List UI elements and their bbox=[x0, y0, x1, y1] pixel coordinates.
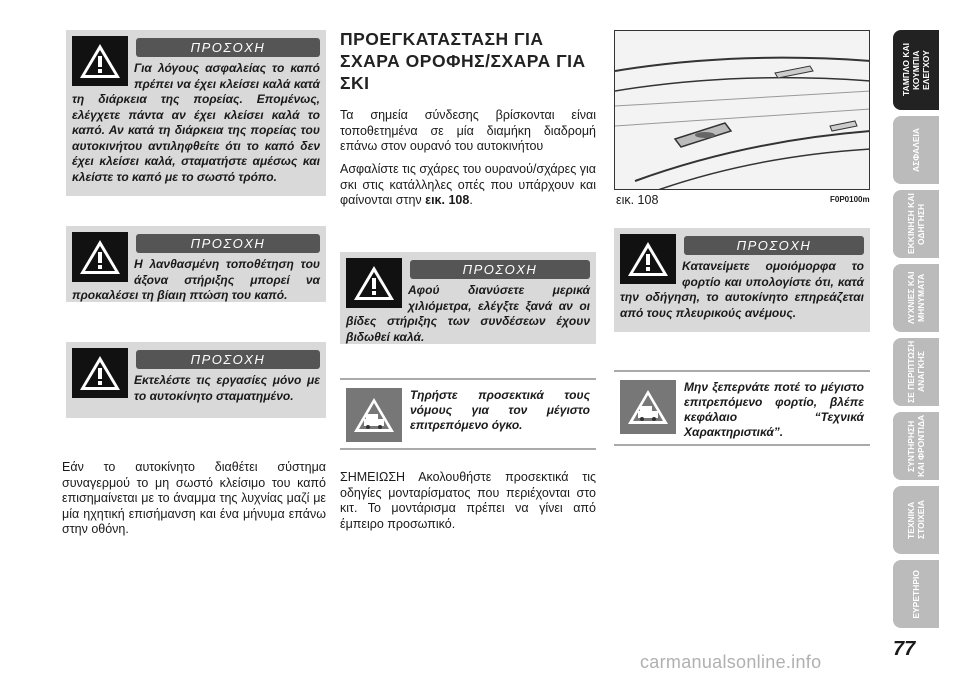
tip-text: Μην ξεπερνάτε ποτέ το μέγιστο επιτρεπόμενο φορτίο, βλέπε κεφάλαιο “Τεχνικά Χαρακτηριστικά”. bbox=[684, 380, 864, 439]
secure-racks-text: Ασφαλίστε τις σχάρες του ουρανού/σχάρες για σκι στις κατάλληλες οπές που υπάρχουν και φαίνονται στην bbox=[340, 162, 596, 207]
tip-box-volume bbox=[340, 378, 596, 450]
watermark: carmanualsonline.info bbox=[640, 652, 822, 672]
tab-maintenance[interactable]: ΣΥΝΤΗΡΗΣΗ ΚΑΙ ΦΡΟΝΤΙΔΑ bbox=[893, 412, 939, 480]
warning-box-bolts bbox=[340, 252, 596, 344]
page-number: 77 bbox=[893, 638, 916, 660]
warning-text: Η λανθασμένη τοποθέτηση του άξονα στήριξης μπορεί να προκαλέσει τη βίαιη πτώση του καπό. bbox=[72, 257, 320, 302]
warning-heading: ΠΡΟΣΟΧΗ bbox=[136, 234, 320, 253]
warning-heading: ΠΡΟΣΟΧΗ bbox=[136, 350, 320, 369]
warning-text: Αφού διανύσετε μερικά χιλιόμετρα, ελέγξτε ξανά αν οι βίδες στήριξης των συνδέσεων έχουν βιδωθεί καλά. bbox=[346, 283, 590, 344]
tip-box-max-load bbox=[614, 370, 870, 446]
tab-warning-lights[interactable]: ΛΥΧΝΙΕΣ ΚΑΙ ΜΗΝΥΜΑΤΑ bbox=[893, 264, 939, 332]
warning-heading: ΠΡΟΣΟΧΗ bbox=[684, 236, 864, 255]
warning-heading: ΠΡΟΣΟΧΗ bbox=[410, 260, 590, 279]
van-load-icon bbox=[620, 380, 676, 434]
alarm-paragraph: Εάν το αυτοκίνητο διαθέτει σύστημα συναγερμού το μη σωστό κλείσιμο του καπό επισημαίνεται με το άναμμα της λυχνίας μαζί με μία ηχητική επισήμανση και ένα μήνυμα επάνω στην οθόνη. bbox=[62, 460, 326, 536]
tab-emergency[interactable]: ΣΕ ΠΕΡΙΠΤΩΣΗ ΑΝΑΓΚΗΣ bbox=[893, 338, 939, 406]
warning-triangle-icon bbox=[346, 258, 402, 308]
warning-triangle-icon bbox=[72, 348, 128, 398]
warning-box-stationary bbox=[66, 342, 326, 418]
warning-box-support-rod bbox=[66, 226, 326, 302]
mount-points-paragraph: Τα σημεία σύνδεσης βρίσκονται είναι τοποθετημένα σε μία διαμήκη διαδρομή επάνω στον ουρανό του αυτοκινήτου bbox=[340, 108, 596, 153]
warning-box-load-distribution bbox=[614, 228, 870, 332]
warning-text: Για λόγους ασφαλείας το καπό πρέπει να έχει κλείσει καλά κατά τη διάρκεια της πορείας. Επομένως, ελέγχετε πάντα αν έχει κλείσει καλά το καπό. Αν κατά τη διάρκεια της πορείας του αυτοκινήτου αντιληφθείτε ότι το καπό δεν έχει κλείσει καλά, σταματήστε αμέσως και κλείστε το καπό με το σωστό τρόπο. bbox=[72, 61, 320, 184]
figure-code: F0P0100m bbox=[830, 195, 870, 204]
warning-text: Κατανείμετε ομοιόμορφα το φορτίο και υπολογίστε ότι, κατά την οδήγηση, το αυτοκίνητο επηρεάζεται από τους πλευρικούς ανέμους. bbox=[620, 259, 864, 320]
tab-safety[interactable]: ΑΣΦΑΛΕΙΑ bbox=[893, 116, 939, 184]
tab-technical-data[interactable]: ΤΕΧΝΙΚΑ ΣΤΟΙΧΕΙΑ bbox=[893, 486, 939, 554]
tip-text: Τηρήστε προσεκτικά τους νόμους για τον μέγιστο επιτρεπόμενο όγκο. bbox=[410, 388, 590, 432]
figure-caption: εικ. 108 bbox=[616, 193, 659, 207]
figure-reference[interactable]: εικ. 108 bbox=[425, 193, 470, 207]
warning-box-hood-closure bbox=[66, 30, 326, 196]
roof-illustration bbox=[614, 30, 870, 190]
tab-starting-driving[interactable]: ΕΚΚΙΝΗΣΗ ΚΑΙ ΟΔΗΓΗΣΗ bbox=[893, 190, 939, 258]
section-title: ΠΡΟΕΓΚΑΤΑΣΤΑΣΗ ΓΙΑ ΣΧΑΡΑ ΟΡΟΦΗΣ/ΣΧΑΡΑ ΓΙΑ ΣΚΙ bbox=[340, 29, 586, 93]
warning-heading: ΠΡΟΣΟΧΗ bbox=[136, 38, 320, 57]
warning-triangle-icon bbox=[72, 232, 128, 282]
warning-triangle-icon bbox=[72, 36, 128, 86]
warning-triangle-icon bbox=[620, 234, 676, 284]
secure-racks-paragraph: Ασφαλίστε τις σχάρες του ουρανού/σχάρες για σκι στις κατάλληλες οπές που υπάρχουν και φαίνονται στην εικ. 108. bbox=[340, 162, 596, 207]
tab-index[interactable]: ΕΥΡΕΤΗΡΙΟ bbox=[893, 560, 939, 628]
warning-text: Εκτελέστε τις εργασίες μόνο με το αυτοκίνητο σταματημένο. bbox=[134, 373, 320, 403]
note-paragraph: ΣΗΜΕΙΩΣΗ Ακολουθήστε προσεκτικά τις οδηγίες μονταρίσματος που περιέχονται στο κιτ. Το μοντάρισμα πρέπει να γίνει από έμπειρο προσωπικό. bbox=[340, 470, 596, 531]
van-load-icon bbox=[346, 388, 402, 442]
tab-dashboard-controls[interactable]: ΤΑΜΠΛΟ ΚΑΙ ΚΟΥΜΠΙΑ ΕΛΕΓΧΟΥ bbox=[893, 30, 939, 110]
